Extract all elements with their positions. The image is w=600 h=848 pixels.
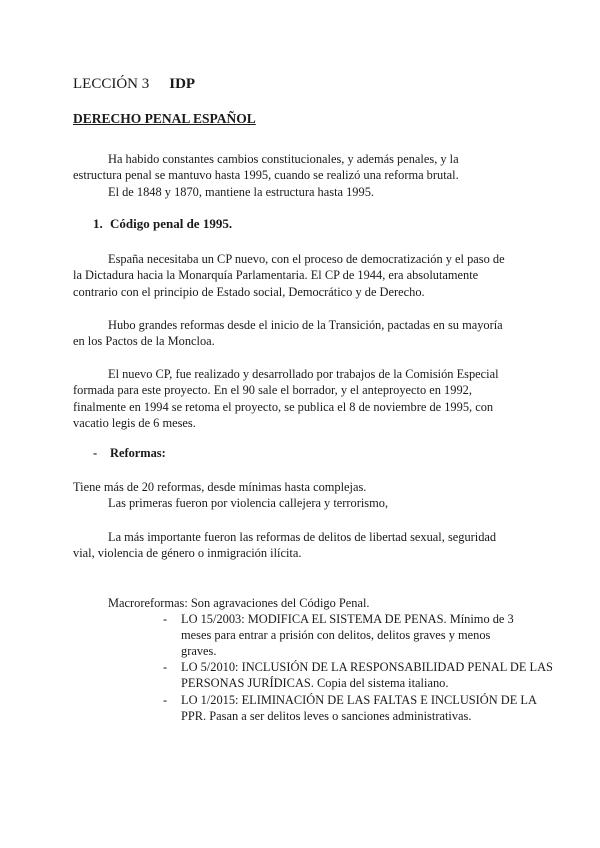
paragraph-line: Tiene más de 20 reformas, desde mínimas hasta complejas.: [73, 480, 367, 494]
dash-bullet: -: [163, 693, 168, 707]
list-item: [163, 611, 514, 627]
paragraph-line: formada para este proyecto. En el 90 sale el borrador, y el anteproyecto en 1992,: [73, 383, 472, 397]
list-item-text: LO 5/2010: INCLUSIÓN DE LA RESPONSABILIDAD PENAL DE LAS: [181, 660, 553, 674]
paragraph-line: El nuevo CP, fue realizado y desarrollado por trabajos de la Comisión Especial: [108, 367, 499, 381]
list-item-text: LO 1/2015: ELIMINACIÓN DE LAS FALTAS E INCLUSIÓN DE LA: [181, 693, 537, 707]
lesson-heading: [73, 75, 195, 93]
list-item-text: graves.: [181, 644, 217, 658]
intro-line: El de 1848 y 1870, mantiene la estructura hasta 1995.: [108, 185, 374, 199]
reformas-heading: [93, 446, 166, 461]
section-number: 1.: [93, 216, 103, 231]
dash-bullet: -: [93, 446, 98, 460]
subject-code: IDP: [169, 76, 196, 92]
lesson-number: LECCIÓN 3: [73, 76, 150, 92]
paragraph-line: vial, violencia de género o inmigración ilícita.: [73, 546, 302, 560]
paragraph-line: La más importante fueron las reformas de delitos de libertad sexual, seguridad: [108, 530, 497, 544]
paragraph-line: Las primeras fueron por violencia callejera y terrorismo,: [108, 496, 389, 510]
dash-bullet: -: [163, 612, 168, 626]
paragraph-line: España necesitaba un CP nuevo, con el proceso de democratización y el paso de: [108, 252, 505, 266]
dash-bullet: -: [163, 660, 168, 674]
paragraph-line: en los Pactos de la Moncloa.: [73, 334, 215, 348]
paragraph-line: finalmente en 1994 se retoma el proyecto, se publica el 8 de noviembre de 1995, con: [73, 400, 494, 414]
list-item-text: LO 15/2003: MODIFICA EL SISTEMA DE PENAS. Mínimo de 3: [181, 612, 514, 626]
paragraph-line: Hubo grandes reformas desde el inicio de la Transición, pactadas en su mayoría: [108, 318, 503, 332]
paragraph-line: la Dictadura hacia la Monarquía Parlamentaria. El CP de 1944, era absolutamente: [73, 268, 479, 282]
list-item-text: PERSONAS JURÍDICAS. Copia del sistema italiano.: [181, 676, 449, 690]
paragraph-line: contrario con el principio de Estado social, Democrático y de Derecho.: [73, 285, 425, 299]
list-item: [163, 659, 553, 675]
section-heading: [93, 216, 232, 232]
page-title: DERECHO PENAL ESPAÑOL: [73, 111, 256, 126]
paragraph-line: vacatio legis de 6 meses.: [73, 416, 196, 430]
intro-line: estructura penal se mantuvo hasta 1995, cuando se realizó una reforma brutal.: [73, 168, 459, 182]
section-title: Código penal de 1995.: [110, 216, 233, 231]
list-item-text: PPR. Pasan a ser delitos leves o sanciones administrativas.: [181, 709, 472, 723]
macroreformas-line: Macroreformas: Son agravaciones del Código Penal.: [108, 596, 370, 610]
list-item: [163, 692, 537, 708]
intro-line: Ha habido constantes cambios constitucionales, y además penales, y la: [108, 152, 459, 166]
reformas-title: Reformas:: [110, 446, 166, 460]
list-item-text: meses para entrar a prisión con delitos, delitos graves y menos: [181, 628, 491, 642]
